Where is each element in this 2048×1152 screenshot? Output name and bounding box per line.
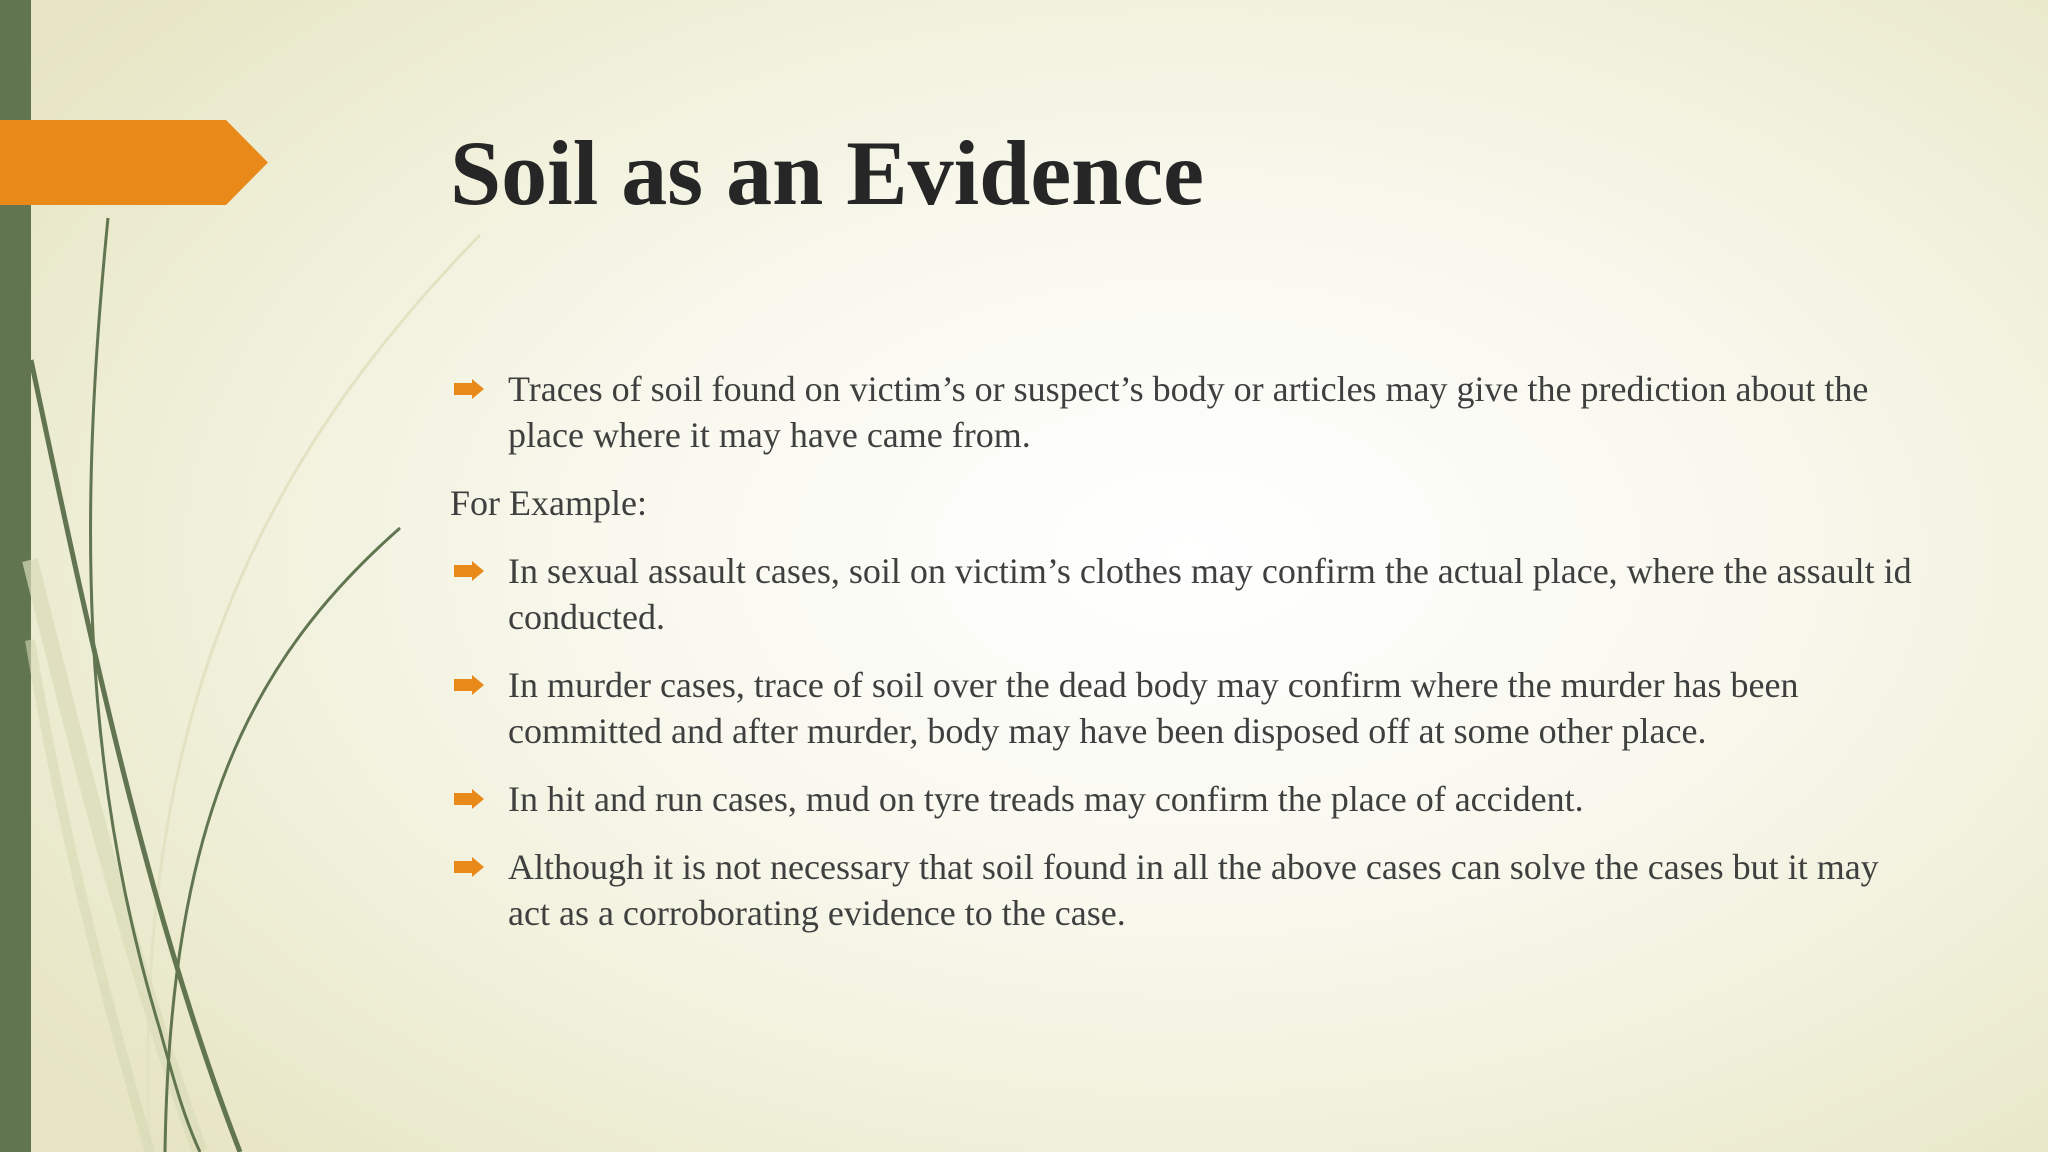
bullet-item — [450, 548, 1920, 640]
arrow-bullet-icon — [454, 857, 484, 877]
bullet-text: Although it is not necessary that soil found in all the above cases can solve the cases but it may act as a corroborating evidence to the case. — [508, 847, 1879, 933]
arrow-bullet-icon — [454, 789, 484, 809]
arrow-bullet-icon — [454, 561, 484, 581]
bullet-text: In murder cases, trace of soil over the dead body may confirm where the murder has been committed and after murder, body may have been disposed off at some other place. — [508, 665, 1799, 751]
title-arrow-marker-icon — [0, 120, 268, 205]
example-label: For Example: — [450, 483, 647, 523]
bullet-item — [450, 776, 1920, 822]
bullet-text: In sexual assault cases, soil on victim’s clothes may confirm the actual place, where the assault id conducted. — [508, 551, 1912, 637]
bullet-item — [450, 844, 1920, 936]
bullet-item — [450, 662, 1920, 754]
bullet-text: Traces of soil found on victim’s or suspect’s body or articles may give the prediction about the place where it may have came from. — [508, 369, 1869, 455]
arrow-bullet-icon — [454, 675, 484, 695]
bullet-text: In hit and run cases, mud on tyre treads may confirm the place of accident. — [508, 779, 1584, 819]
slide-title: Soil as an Evidence — [450, 122, 1205, 224]
arrow-bullet-icon — [454, 379, 484, 399]
slide-content — [450, 366, 1920, 958]
bullet-item — [450, 366, 1920, 458]
